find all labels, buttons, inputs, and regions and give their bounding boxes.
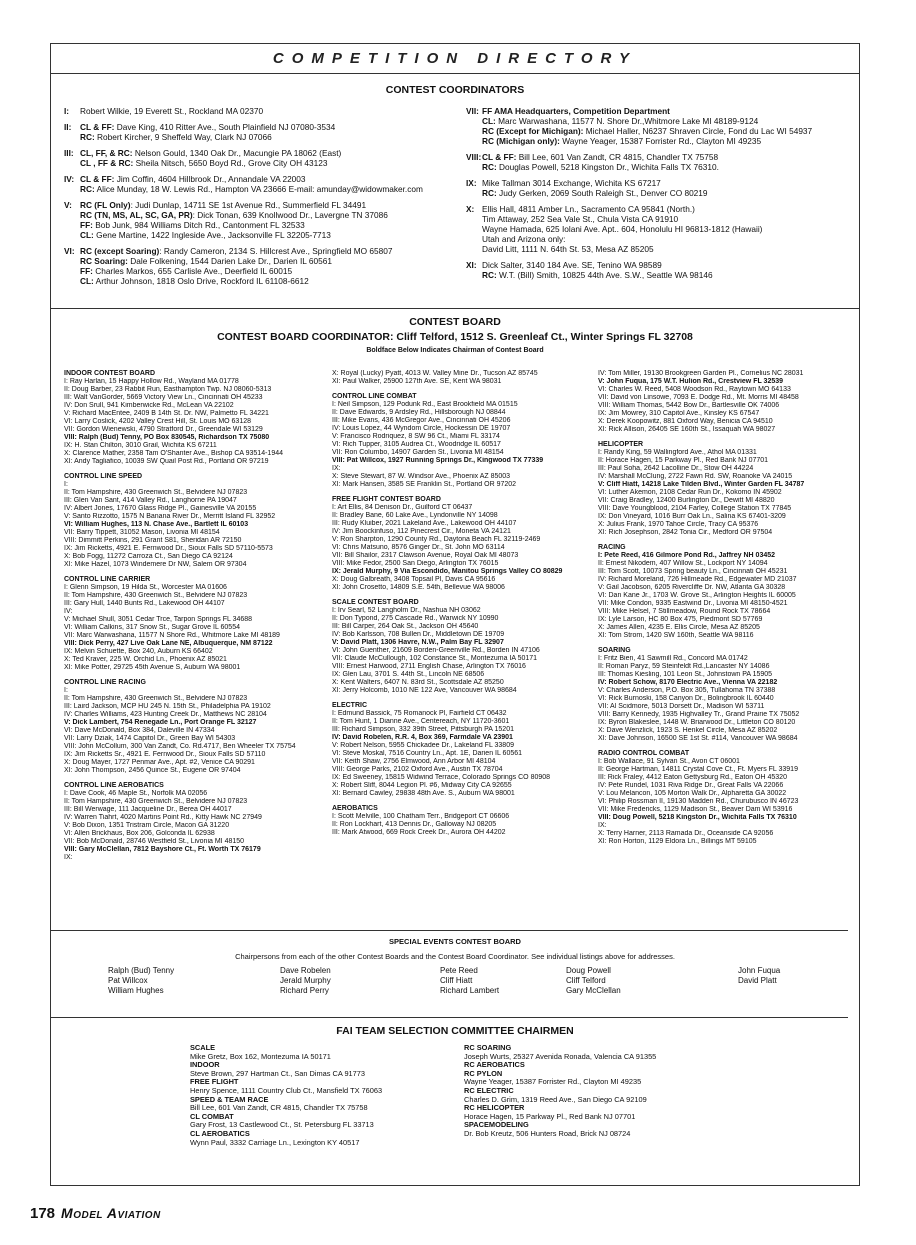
board-member: III: Tom Scott, 10073 Spring beauty Ln., Cincinnati OH 45231: [598, 568, 788, 575]
special-events-chairperson: Dave Robelen: [280, 966, 331, 975]
coordinator-region: [466, 152, 856, 172]
coordinator-line: RC (TN, MS, AL, SC, GA, PR): Dick Tonan, 639 Knollwood Dr., Lavergne TN 37086: [80, 210, 388, 220]
coordinator-line: CL: Marc Warwashana, 11577 N. Shore Dr.,Whitmore Lake MI 48189-9124: [482, 116, 759, 126]
board-member: X: Terry Harner, 2113 Ramada Dr., Oceanside CA 92056: [598, 830, 774, 837]
board-member: VII: Marc Warwashana, 11577 N Shore Rd., Whitmore Lake MI 48189: [64, 632, 280, 639]
board-column-3: [598, 370, 860, 846]
special-events-chairperson: Ralph (Bud) Tenny: [108, 966, 175, 975]
fai-chairman: Wynn Paul, 3332 Carriage Ln., Lexington KY 40517: [190, 1137, 360, 1147]
region-number: I:: [64, 106, 70, 116]
special-events-chairperson: Jerald Murphy: [280, 976, 331, 985]
board-member: V: Gail Jacobson, 6205 Rivercliffe Dr. NW, Atlanta GA 30328: [598, 584, 786, 591]
board-member: XI: Mike Potter, 29725 45th Avenue S, Auburn WA 98001: [64, 664, 241, 671]
board-section-heading: AEROBATICS: [332, 805, 378, 812]
board-column-2: [332, 370, 594, 837]
board-member: VI: Allen Brickhaus, Box 206, Golconda IL 62938: [64, 830, 215, 837]
board-member: II: Horace Hagen, 15 Parkway Pl., Red Bank NJ 07701: [598, 457, 769, 464]
coordinator-line: CL: Arthur Johnson, 1818 Oslo Drive, Rockford IL 61108-6612: [80, 276, 309, 286]
board-member: XI: Rich Josephson, 2842 Tonia Cir., Medford OR 97504: [598, 529, 773, 536]
board-section-heading: RADIO CONTROL COMBAT: [598, 750, 690, 757]
board-member: VIII: Gary McClellan, 7812 Bayshore Ct., Ft. Worth TX 76179: [64, 846, 261, 853]
board-member: X: Doug Mayer, 1727 Penmar Ave., Apt. #2, Venice CA 90291: [64, 759, 255, 766]
board-member: IX: Jim Mowrey, 310 Capitol Ave., Kinsley KS 67547: [598, 410, 760, 417]
board-member: XI: Andy Tagliafico, 10039 SW Quail Post Rd., Portland OR 97219: [64, 458, 269, 465]
coordinator-region: [466, 106, 856, 146]
board-member: III: Gary Hull, 1440 Bunts Rd., Lakewood OH 44107: [64, 600, 225, 607]
board-member: V: Richard MacEntee, 2409 B 14th St. Dr. NW, Palmetto FL 34221: [64, 410, 269, 417]
board-member: VIII: Barry Kennedy, 1935 Highvalley Tr., Grand Prairie TX 75052: [598, 711, 800, 718]
board-member: V: Lou Melancon, 105 Morton Walk Dr., Alpharetta GA 30022: [598, 790, 787, 797]
coordinator-line: RC: Douglas Powell, 5218 Kingston Dr., Wichita Falls TX 76310.: [482, 162, 719, 172]
region-number: XI:: [466, 260, 477, 270]
special-events-column: [280, 966, 331, 996]
fai-category: SPACEMODELING: [464, 1120, 529, 1130]
board-divider: [50, 930, 848, 931]
board-member: IX:: [332, 465, 341, 472]
coordinator-region: [64, 122, 459, 142]
board-member: IX: Byron Blakeslee, 1448 W. Briarwood Dr., Littleton CO 80120: [598, 719, 796, 726]
coordinator-region: [64, 246, 459, 286]
coordinator-line: RC (Michigan only): Wayne Yeager, 15387 Forrister Rd., Clayton MI 49235: [482, 136, 762, 146]
board-member: X: Doug Galbreath, 3408 Topsail Pl, Davis CA 95616: [332, 576, 496, 583]
coordinator-line: Utah and Arizona only:: [482, 234, 566, 244]
board-member: I: Ray Harlan, 15 Happy Hollow Rd., Wayland MA 01778: [64, 378, 239, 385]
coordinator-line: Ellis Hall, 4811 Amber Ln., Sacramento CA 95841 (North.): [482, 204, 695, 214]
region-number: VIII:: [466, 152, 482, 162]
board-member: IV: Jim Boockinfuso, 112 Pinecrest Cir., Moneta VA 24121: [332, 528, 511, 535]
coordinator-line: FF: Bob Junk, 984 Williams Ditch Rd., Cantonment FL 32533: [80, 220, 305, 230]
board-note: Boldface Below Indicates Chairman of Contest Board: [366, 347, 544, 354]
coordinator-line: CL: Gene Martine, 1422 Ingleside Ave., Jacksonville FL 32205-7713: [80, 230, 331, 240]
fai-category: RC AEROBATICS: [464, 1060, 525, 1070]
board-member: VII: Barry Tippett, 31052 Mason, Livonia MI 48154: [64, 529, 220, 536]
coordinators-divider: [50, 308, 860, 309]
special-events-chairperson: David Platt: [738, 976, 777, 985]
fai-chairman: Mike Gretz, Box 162, Montezuma IA 50171: [190, 1051, 331, 1061]
coordinators-right-column: [466, 106, 856, 286]
board-member: III: Paul Soha, 2642 Lacolline Dr., Stow OH 44224: [598, 465, 754, 472]
coordinator-line: RC: Robert Kircher, 9 Sheffeld Way, Clark NJ 07066: [80, 132, 272, 142]
coordinator-line: CL & FF: Dave King, 410 Ritter Ave., South Plainfield NJ 07080-3534: [80, 122, 336, 132]
board-section-heading: CONTROL LINE SPEED: [64, 473, 143, 480]
region-number: III:: [64, 148, 74, 158]
board-member: II: Bradley Bane, 60 Lake Ave., Lyndonville NY 14098: [332, 512, 498, 519]
coordinator-line: RC: Alice Munday, 18 W. Lewis Rd., Hampton VA 23666 E-mail: amunday@widowmaker.com: [80, 184, 423, 194]
board-member: II: Dave Edwards, 9 Ardsley Rd., Hillsborough NJ 08844: [332, 409, 506, 416]
board-member: III: Walt VanGorder, 5669 Victory View Ln., Cincinnati OH 45233: [64, 394, 263, 401]
fai-chairman: Wayne Yeager, 15387 Forrister Rd., Clayton MI 49235: [464, 1077, 642, 1087]
region-number: X:: [466, 204, 475, 214]
board-member: I:: [64, 481, 68, 488]
board-member: VII: Gordon Wienewski, 4790 Stratford Dr., Greendale WI 53129: [64, 426, 263, 433]
board-member: VII: David von Linsowe, 7093 E. Dodge Rd., Mt. Morris MI 48458: [598, 394, 799, 401]
coordinator-region: [466, 204, 856, 254]
board-member: III: Bill Werwage, 111 Jacqueline Dr., Berea OH 44017: [64, 806, 232, 813]
board-member: VII: Craig Bradley, 12400 Burlington Dr., Dewitt MI 48820: [598, 497, 775, 504]
board-member: VII: Bill Shailor, 2317 Clawson Avenue, Royal Oak MI 48073: [332, 552, 519, 559]
board-member: III: Mike Evans, 436 McGregor Ave., Cincinnati OH 45206: [332, 417, 511, 424]
fai-left-column: [190, 1044, 460, 1147]
fai-category: RC SOARING: [464, 1043, 512, 1052]
board-member: V: Ron Sharpton, 1290 County Rd., Daytona Beach FL 32119-2469: [332, 536, 541, 543]
board-member: III: Rudy Kluiber, 2021 Lakeland Ave., Lakewood OH 44107: [332, 520, 517, 527]
coordinator-line: CL & FF: Jim Coffin, 4604 Hillbrook Dr., Annandale VA 22003: [80, 174, 306, 184]
board-member: IV: Robert Schow, 8170 Electric Ave., Vienna VA 22182: [598, 679, 778, 686]
special-events-chairperson: Cliff Hiatt: [440, 976, 473, 985]
coordinator-region: [64, 148, 459, 168]
fai-category: RC ELECTRIC: [464, 1085, 514, 1095]
board-member: I: Neil Simpson, 129 Podunk Rd., East Brookfield MA 01515: [332, 401, 518, 408]
special-events-chairperson: Cliff Telford: [566, 976, 606, 985]
page-footer: [30, 1205, 161, 1222]
region-number: V:: [64, 200, 72, 210]
board-member: II: Ron Lockhart, 413 Dennis Dr., Galloway NJ 08205: [332, 821, 497, 828]
board-member: XI: Mike Hazel, 1073 Windemere Dr NW, Salem OR 97304: [64, 561, 247, 568]
board-member: II: Tom Hampshire, 430 Greenwich St., Belvidere NJ 07823: [64, 798, 248, 805]
page-number: 178: [30, 1205, 56, 1222]
board-member: I:: [64, 687, 68, 694]
board-member: IV: Pete Rundel, 1031 Riva Ridge Dr., Great Falls VA 22066: [598, 782, 784, 789]
board-member: II: Doug Barber, 23 Rabbit Run, Easthampton Twp. NJ 08060-5313: [64, 386, 272, 393]
board-member: II: Tom Hampshire, 430 Greenwich St., Belvidere NJ 07823: [64, 489, 248, 496]
coordinator-line: CL & FF: Bill Lee, 601 Van Zandt, CR 4815, Chandler TX 75758: [482, 152, 719, 162]
fai-chairman: Henry Spence, 1111 Country Club Ct., Mansfield TX 76063: [190, 1085, 383, 1095]
fai-category: SPEED & TEAM RACE: [190, 1094, 269, 1104]
coordinators-heading: CONTEST COORDINATORS: [385, 84, 525, 96]
board-section-heading: INDOOR CONTEST BOARD: [64, 370, 155, 377]
coordinator-line: RC: W.T. (Bill) Smith, 10825 44th Ave. S.W., Seattle WA 98146: [482, 270, 713, 280]
board-member: II: Tom Hampshire, 430 Greenwich St., Belvidere NJ 07823: [64, 695, 248, 702]
coordinator-line: Wayne Hamada, 625 Iolani Ave. Apt.. 604, Honolulu HI 96813-1812 (Hawaii): [482, 224, 763, 234]
board-member: XI: Mark Hansen, 3585 SE Franklin St., Portland OR 97202: [332, 481, 517, 488]
fai-category: SCALE: [190, 1043, 216, 1052]
fai-category: FREE FLIGHT: [190, 1077, 239, 1087]
board-member: VIII: John McCollum, 300 Van Zandt, Co. Rd.4717, Ben Wheeler TX 75754: [64, 743, 296, 750]
board-member: IV: Tom Miller, 19130 Brookgreen Garden Pl., Cornelius NC 28031: [598, 370, 804, 377]
board-member: IV: Albert Jones, 17670 Glass Ridge Pl., Gainesville VA 20155: [64, 505, 257, 512]
fai-chairman: Steve Brown, 297 Hartman Ct., San Dimas CA 91773: [190, 1068, 365, 1078]
coordinator-line: FF AMA Headquarters, Competition Department: [482, 106, 670, 116]
board-member: I: Pete Reed, 416 Gilmore Pond Rd., Jaffrey NH 03452: [598, 552, 776, 559]
board-member: VIII: Ralph (Bud) Tenny, PO Box 830545, Richardson TX 75080: [64, 434, 270, 441]
coordinator-region: [64, 200, 459, 240]
coordinator-line: David Litt, 1111 N. 64th St. 53, Mesa AZ 85205: [482, 244, 654, 254]
board-member: VI: John Guenther, 21609 Borden-Greenville Rd., Borden IN 47106: [332, 647, 540, 654]
special-events-chairperson: Richard Lambert: [440, 986, 500, 995]
coordinator-line: CL, FF, & RC: Nelson Gould, 1340 Oak Dr., Macungie PA 18062 (East): [80, 148, 342, 158]
board-member: VIII: Doug Powell, 5218 Kingston Dr., Wichita Falls TX 76310: [598, 814, 797, 821]
board-member: III: Bill Carper, 264 Oak St., Jackson OH 45640: [332, 623, 479, 630]
fai-chairman: Charles D. Grim, 1319 Reed Ave., San Diego CA 92109: [464, 1094, 647, 1104]
board-member: IX: Melvin Schuette, Box 240, Auburn KS 66402: [64, 648, 213, 655]
fai-heading: FAI TEAM SELECTION COMMITTEE CHAIRMEN: [336, 1025, 574, 1037]
board-member: VIII: Mike Helsel, 7 Stillmeadow, Round Rock TX 78664: [598, 608, 771, 615]
board-heading: CONTEST BOARD: [409, 316, 501, 328]
board-member: X: Robert Sliff, 8044 Legion Pl. #6, Midway City CA 92655: [332, 782, 512, 789]
special-events-column: [440, 966, 499, 996]
board-member: XI: John Thompson, 2456 Quince St., Eugene OR 97404: [64, 767, 241, 774]
board-member: XI: Rick Allison, 26405 SE 160th St., Issaquah WA 98027: [598, 426, 776, 433]
board-section-heading: CONTROL LINE RACING: [64, 679, 146, 686]
board-section-heading: RACING: [598, 544, 626, 551]
board-coordinator: CONTEST BOARD COORDINATOR: Cliff Telford, 1512 S. Greenleaf Ct., Winter Springs FL 32708: [217, 331, 693, 343]
board-member: X: Clarence Mather, 2358 Tam O'Shanter Ave., Bishop CA 93514-1944: [64, 450, 283, 457]
special-events-note: Chairpersons from each of the other Contest Boards and the Contest Board Coordinator. See individual listings above for addresses.: [235, 952, 675, 961]
coordinator-line: Dick Salter, 3140 184 Ave. SE, Tenino WA 98589: [482, 260, 662, 270]
board-member: XI: Jerry Holcomb, 1010 NE 122 Ave, Vancouver WA 98684: [332, 687, 517, 694]
board-member: IV: Marshall McClung, 2722 Fawn Rd. SW, Roanoke VA 24015: [598, 473, 793, 480]
board-member: VIII: William Thomas, 5442 Bow Dr., Bartlesville OK 74006: [598, 402, 780, 409]
board-member: III: Laird Jackson, MCP HU 245 N. 15th St., Philadelphia PA 19102: [64, 703, 271, 710]
board-member: VI: Dan Kane Jr., 1703 W. Grove St., Arlington Heights IL 60005: [598, 592, 796, 599]
board-member: X: Royal (Lucky) Pyatt, 4013 W. Valley Mine Dr., Tucson AZ 85745: [332, 370, 538, 377]
coordinators-left-column: [64, 106, 459, 292]
board-member: IX: Glen Lau, 3701 S. 44th St., Lincoln NE 68506: [332, 671, 485, 678]
board-member: I: Glenn Simpson, 19 Hilda St., Worcester MA 01606: [64, 584, 227, 591]
coordinator-line: RC Soaring: Dale Folkening, 1544 Darien Lake Dr., Darien IL 60561: [80, 256, 332, 266]
board-member: I: Bob Wallace, 91 Sylvan St., Avon CT 06001: [598, 758, 740, 765]
coordinator-region: [64, 174, 459, 194]
board-member: VIII: Mike Fedor, 2500 San Diego, Arlington TX 76015: [332, 560, 499, 567]
coordinator-line: Robert Wilkie, 19 Everett St., Rockland MA 02370: [80, 106, 264, 116]
fai-category: INDOOR: [190, 1060, 220, 1070]
board-member: VII: Ron Columbo, 14907 Garden St., Livonia MI 48154: [332, 449, 504, 456]
board-member: V: Francisco Rodriquez, 8 SW 96 Ct., Miami FL 33174: [332, 433, 500, 440]
board-member: IV: Richard Moreland, 726 Hillmeade Rd., Edgewater MD 21037: [598, 576, 797, 583]
coordinator-line: RC (except Soaring): Randy Cameron, 2134 S. Hillcrest Ave., Springfield MO 65807: [80, 246, 393, 256]
special-events-heading: SPECIAL EVENTS CONTEST BOARD: [389, 937, 521, 946]
board-section-heading: FREE FLIGHT CONTEST BOARD: [332, 496, 441, 503]
board-member: IX:: [64, 854, 73, 861]
board-section-heading: CONTROL LINE COMBAT: [332, 393, 417, 400]
board-column-1: [64, 370, 328, 862]
board-member: XI: Tom Strom, 1420 SW 160th, Seattle WA 98116: [598, 632, 754, 639]
region-number: VI:: [64, 246, 75, 256]
board-member: VI: Chris Matsuno, 8576 Ginger Dr., St. John MO 63114: [332, 544, 505, 551]
board-member: VII: Keith Shaw, 2756 Elmwood, Ann Arbor MI 48104: [332, 758, 496, 765]
board-member: VII: Al Scidmore, 5013 Dorsett Dr., Madison WI 53711: [598, 703, 765, 710]
board-member: II: Don Typond, 275 Cascade Rd., Warwick NY 10990: [332, 615, 499, 622]
fai-category: RC PYLON: [464, 1068, 503, 1078]
coordinator-line: RC (FL Only): Judi Dunlap, 14711 SE 1st Avenue Rd., Summerfield FL 34491: [80, 200, 367, 210]
region-number: VII:: [466, 106, 479, 116]
board-member: VI: Philip Rossman II, 19130 Madden Rd., Churubusco IN 46723: [598, 798, 799, 805]
fai-category: CL COMBAT: [190, 1111, 234, 1121]
board-member: V: John Fuqua, 175 W.T. Hulion Rd., Crestview FL 32539: [598, 378, 784, 385]
page-title: COMPETITION DIRECTORY: [272, 50, 638, 67]
board-member: III: Mark Atwood, 669 Rock Creek Dr., Aurora OH 44202: [332, 829, 506, 836]
board-member: I: Edmund Bassick, 75 Romanock Pl, Fairfield CT 06432: [332, 710, 507, 717]
board-member: III: Thomas Kiesling, 101 Leon St., Johnstown PA 15905: [598, 671, 773, 678]
board-member: I: Dave Cook, 46 Maple St., Norfolk MA 02056: [64, 790, 208, 797]
board-member: I: Art Ellis, 84 Denison Dr., Guilford CT 06437: [332, 504, 473, 511]
board-member: V: Dick Lambert, 754 Renegade Ln., Port Orange FL 32127: [64, 719, 257, 726]
fai-chairman: Joseph Wurts, 25327 Avenida Ronada, Valencia CA 91355: [464, 1051, 657, 1061]
board-member: II: George Hartman, 14811 Crystal Cove Ct., Ft. Myers FL 33919: [598, 766, 798, 773]
board-member: VI: William Calkins, 317 Snow St., Sugar Grove IL 60554: [64, 624, 240, 631]
board-member: VII: Larry Dziak, 1474 Capitol Dr., Green Bay WI 54303: [64, 735, 236, 742]
magazine-name: Model Aviation: [61, 1205, 161, 1221]
board-member: III: Rick Fraley, 4412 Eaton Gettysburg Rd., Eaton OH 45320: [598, 774, 787, 781]
board-member: VII: Claude McCullough, 102 Constance St., Montezuma IA 50171: [332, 655, 538, 662]
board-member: VIII: Dick Perry, 427 Live Oak Lane NE, Albuquerque, NM 87122: [64, 640, 273, 647]
board-member: X: Dave Wenzlick, 1923 S. Henkel Circle, Mesa AZ 85202: [598, 727, 778, 734]
board-member: X: Ted Kraver, 225 W. Orchid Ln., Phoenix AZ 85021: [64, 656, 227, 663]
fai-category: RC HELICOPTER: [464, 1103, 525, 1113]
region-number: II:: [64, 122, 72, 132]
fai-category: CL AEROBATICS: [190, 1128, 250, 1138]
board-member: VIII: Dimmitt Perkins, 291 Grant S81, Sheridan AR 72150: [64, 537, 242, 544]
board-member: IV: Don Srull, 941 Kimberwicke Rd., McLean VA 22102: [64, 402, 234, 409]
board-member: III: Richard Simpson, 332 39th Street, Pittsburgh PA 15201: [332, 726, 514, 733]
fai-chairman: Horace Hagen, 15 Parkway Pl., Red Bank NJ 07701: [464, 1111, 636, 1121]
region-number: IX:: [466, 178, 477, 188]
fai-chairman: Dr. Bob Kreutz, 506 Hunters Road, Brick NJ 08724: [464, 1128, 631, 1138]
fai-chairman: Bill Lee, 601 Van Zandt, CR 4815, Chandler TX 75758: [190, 1103, 368, 1113]
special-events-chairperson: John Fuqua: [738, 966, 781, 975]
title-divider: [50, 73, 860, 74]
board-member: IV:: [64, 608, 73, 615]
coordinator-line: Mike Tallman 3014 Exchange, Wichita KS 67217: [482, 178, 661, 188]
board-section-heading: SCALE CONTEST BOARD: [332, 599, 419, 606]
board-member: X: Bob Fogg, 11272 Carroza Ct., San Diego CA 92124: [64, 553, 233, 560]
special-events-chairperson: Doug Powell: [566, 966, 611, 975]
board-member: X: Julius Frank, 1970 Tahoe Circle, Tracy CA 95376: [598, 521, 759, 528]
special-events-column: [566, 966, 621, 996]
board-member: III: Glen Van Sant, 414 Valley Rd., Langhorne PA 19047: [64, 497, 237, 504]
special-events-chairperson: Gary McClellan: [566, 986, 621, 995]
board-member: V: David Platt, 1306 Havre, N.W., Palm Bay FL 32907: [332, 639, 504, 646]
board-member: IV: Warren Tiahrt, 4020 Martins Point Rd., Kitty Hawk NC 27949: [64, 814, 262, 821]
board-member: VII: Mike Condon, 9335 Eastwind Dr., Livonia MI 48150-4521: [598, 600, 788, 607]
board-member: VI: Dave McDonald, Box 384, Daleville IN 47334: [64, 727, 215, 734]
board-member: V: Bob Dixon, 1351 Tristram Circle, Macon GA 31220: [64, 822, 230, 829]
fai-right-column: [464, 1044, 754, 1139]
board-member: IX: Lyle Larson, HC 80 Box 475, Piedmont SD 57769: [598, 616, 763, 623]
board-section-heading: SOARING: [598, 647, 631, 654]
board-member: IX: Jerald Murphy, 9 Via Escondido, Manitou Springs Valley CO 80829: [332, 568, 563, 575]
special-events-chairperson: William Hughes: [108, 986, 164, 995]
board-member: IX: Jim Ricketts Sr., 4921 E. Fernwood Dr., Sioux Falls SD 57110: [64, 751, 266, 758]
board-member: IX:: [598, 822, 607, 829]
board-member: VI: Larry Coslick, 4202 Valley Crest Hill, St. Louis MO 63128: [64, 418, 252, 425]
special-events-chairperson: Pete Reed: [440, 966, 478, 975]
board-member: V: Charles Anderson, P.O. Box 305, Tullahoma TN 37388: [598, 687, 776, 694]
coordinator-line: FF: Charles Markos, 655 Carlisle Ave., Deerfield IL 60015: [80, 266, 293, 276]
board-member: V: Cliff Hiatt, 14218 Lake Tilden Blvd., Winter Garden FL 34787: [598, 481, 805, 488]
board-member: XI: Dave Johnson, 16500 SE 1st St. #114, Vancouver WA 98684: [598, 735, 798, 742]
board-member: II: Ernest Nikodem, 407 Willow St., Lockport NY 14094: [598, 560, 768, 567]
special-divider: [50, 1017, 848, 1018]
coordinator-region: [64, 106, 459, 116]
board-member: IV: Bob Karlsson, 708 Bullen Dr., Middletown DE 19709: [332, 631, 505, 638]
special-events-chairperson: Pat Willcox: [108, 976, 148, 985]
board-section-heading: ELECTRIC: [332, 702, 367, 709]
board-member: XI: Bernard Cawley, 29838 48th Ave. S., Auburn WA 98001: [332, 790, 515, 797]
board-member: II: Tom Hunt, 1 Dianne Ave., Centereach, NY 11720-3601: [332, 718, 510, 725]
special-events-chairperson: Richard Perry: [280, 986, 329, 995]
board-member: V: Michael Shull, 3051 Cedar Trce, Tarpon Springs FL 34688: [64, 616, 253, 623]
board-member: VIII: Ernest Harwood, 2711 English Chase, Arlington TX 76016: [332, 663, 526, 670]
board-member: VII: Mike Fredericks, 1129 Madison St., Beaver Dam WI 53916: [598, 806, 793, 813]
board-member: X: Steve Stewart, 87 W. Windsor Ave., Phoenix AZ 85003: [332, 473, 511, 480]
board-section-heading: CONTROL LINE CARRIER: [64, 576, 151, 583]
coordinator-region: [466, 260, 856, 280]
coordinator-line: RC (Except for Michigan): Michael Haller, N6237 Shraven Circle, Fond du Lac WI 54937: [482, 126, 813, 136]
board-section-heading: CONTROL LINE AEROBATICS: [64, 782, 164, 789]
region-number: IV:: [64, 174, 75, 184]
board-member: I: Fritz Bien, 41 Sawmill Rd., Concord MA 01742: [598, 655, 748, 662]
board-member: IV: Louis Lopez, 44 Wyndom Circle, Hockessin DE 19707: [332, 425, 511, 432]
board-member: IX: Don Vineyard, 1016 Burr Oak Ln., Salina KS 67401-3209: [598, 513, 786, 520]
board-member: IX: H. Stan Chilton, 3010 Grail, Wichita KS 67211: [64, 442, 217, 449]
board-member: X: Kent Walters, 6407 N. 83rd St., Scottsdale AZ 85250: [332, 679, 504, 686]
board-member: IX: Jim Ricketts, 4921 E. Fernwood Dr., Sioux Falls SD 57110-5573: [64, 545, 273, 552]
coordinator-region: [466, 178, 856, 198]
coordinator-line: RC: Judy Gerken, 2069 South Raleigh St., Denver CO 80219: [482, 188, 708, 198]
board-member: II: Tom Hampshire, 430 Greenwich St., Belvidere NJ 07823: [64, 592, 248, 599]
board-member: V: Robert Nelson, 5955 Chickadee Dr., Lakeland FL 33809: [332, 742, 514, 749]
special-events-column: [738, 966, 780, 986]
board-member: IV: Charles Williams, 423 Hunting Creek Dr., Matthews NC 28104: [64, 711, 267, 718]
board-member: X: Derek Koopowitz, 881 Oxford Way, Benicia CA 94510: [598, 418, 773, 425]
board-member: X: James Allen, 4235 E. Ellis Circle, Mesa AZ 85205: [598, 624, 760, 631]
board-member: VIII: Dave Youngblood, 2104 Farley, College Station TX 77845: [598, 505, 792, 512]
board-member: VI: Rick Burnoski, 158 Canyon Dr., Bolingbrook IL 60440: [598, 695, 774, 702]
board-member: VI: William Hughes, 113 N. Chase Ave., Bartlett IL 60103: [64, 521, 249, 528]
coordinator-line: Tim Attaway, 252 Sea Vale St., Chula Vista CA 91910: [482, 214, 679, 224]
board-member: I: Scott Melville, 100 Chatham Terr., Bridgeport CT 06606: [332, 813, 510, 820]
board-member: VI: Charles W. Reed, 5408 Woodson Rd., Raytown MO 64133: [598, 386, 791, 393]
board-section-heading: HELICOPTER: [598, 441, 644, 448]
board-member: VIII: Pat Willcox, 1927 Running Springs Dr., Kingwood TX 77339: [332, 457, 544, 464]
board-member: I: Irv Searl, 52 Langholm Dr., Nashua NH 03062: [332, 607, 481, 614]
board-member: IV: David Robelen, R.R. 4, Box 369, Farmdale VA 23901: [332, 734, 513, 741]
board-member: VI: Luther Akemon, 2108 Cedar Run Dr., Kokomo IN 45902: [598, 489, 782, 496]
board-member: VI: Steve Moskal, 7516 Country Ln., Apt. 1E, Darien IL 60561: [332, 750, 523, 757]
board-member: XI: John Crosetto, 14809 S.E. 54th, Bellevue WA 98006: [332, 584, 505, 591]
board-member: V: Santo Rizzotto, 1575 N Banana River Dr., Merritt Island FL 32952: [64, 513, 276, 520]
board-member: VI: Rich Tupper, 3105 Audrea Ct., Woodridge IL 60517: [332, 441, 501, 448]
board-member: IX: Ed Sweeney, 15815 Widwind Terrace, Colorado Springs CO 80908: [332, 774, 551, 781]
board-member: XI: Paul Walker, 25900 127th Ave. SE, Kent WA 98031: [332, 378, 502, 385]
coordinator-line: CL , FF & RC: Sheila Nitsch, 5650 Boyd Rd., Grove City OH 43123: [80, 158, 328, 168]
board-member: XI: Ron Horton, 1129 Eldora Ln., Billings MT 59105: [598, 838, 757, 845]
special-events-column: [108, 966, 174, 996]
fai-chairman: Gary Frost, 13 Castlewood Ct., St. Petersburg FL 33713: [190, 1120, 374, 1130]
board-member: II: Roman Paryz, 59 Steinfeldt Rd.,Lancaster NY 14086: [598, 663, 770, 670]
board-member: I: Randy King, 59 Wallingford Ave., Athol MA 01331: [598, 449, 757, 456]
board-member: VII: Bob McDonald, 28746 Westfield St., Livonia MI 48150: [64, 838, 245, 845]
board-member: VIII: George Parks, 2102 Oxford Ave., Austin TX 78704: [332, 766, 503, 773]
